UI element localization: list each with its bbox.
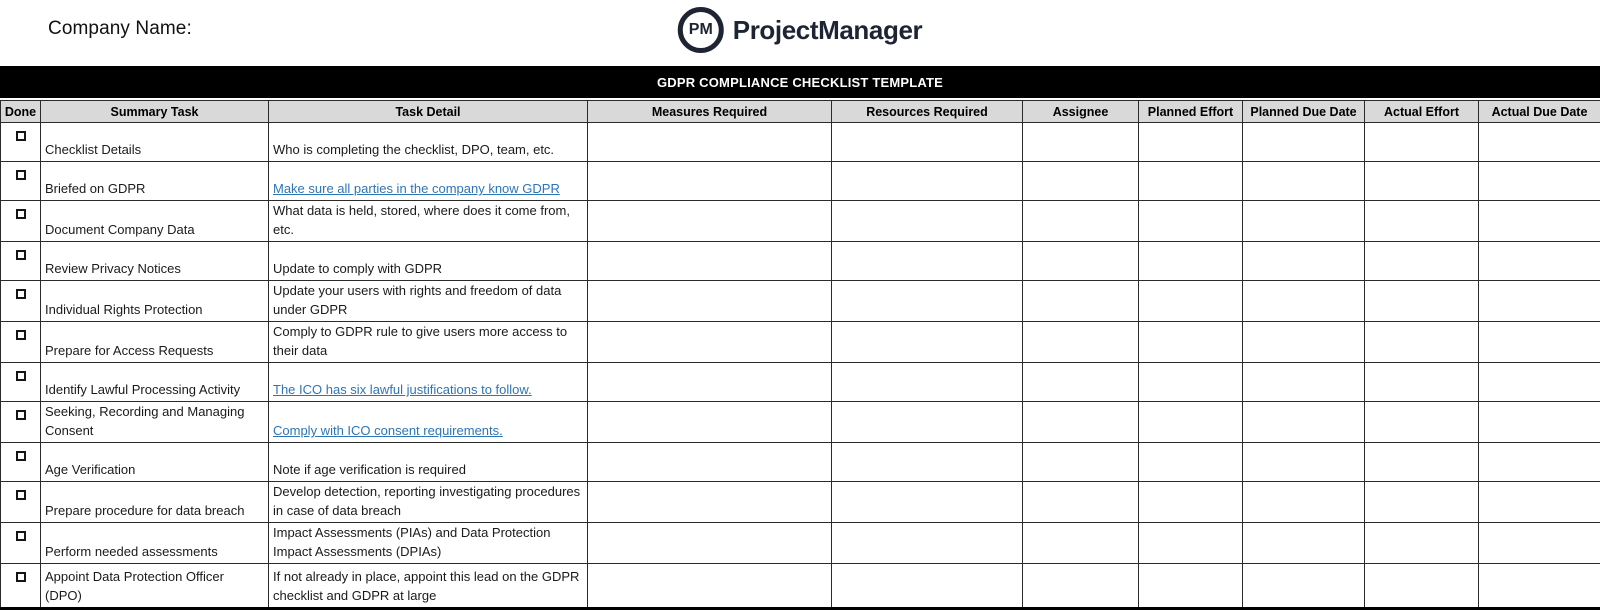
column-header-assignee: Assignee bbox=[1023, 101, 1139, 123]
actual-effort-cell[interactable] bbox=[1365, 402, 1479, 443]
done-cell[interactable] bbox=[1, 402, 41, 443]
summary-task-cell[interactable] bbox=[41, 162, 269, 201]
checkbox-unchecked-icon[interactable] bbox=[16, 131, 26, 141]
task-detail-text: Update to comply with GDPR bbox=[273, 259, 583, 278]
resources-required-cell[interactable] bbox=[832, 443, 1023, 482]
measures-required-cell[interactable] bbox=[588, 402, 832, 443]
assignee-cell[interactable] bbox=[1023, 123, 1139, 162]
done-cell[interactable] bbox=[1, 281, 41, 322]
summary-task-cell[interactable] bbox=[41, 242, 269, 281]
task-detail-link[interactable]: Comply with ICO consent requirements. bbox=[273, 421, 583, 440]
column-header-actual-due-date: Actual Due Date bbox=[1479, 101, 1600, 123]
summary-task-text: Identify Lawful Processing Activity bbox=[45, 380, 264, 399]
table-row bbox=[1, 162, 1600, 201]
planned-due-date-cell[interactable] bbox=[1243, 123, 1365, 162]
task-detail-text: Update your users with rights and freedom of data under GDPR bbox=[273, 281, 583, 319]
done-cell[interactable] bbox=[1, 564, 41, 609]
table-row bbox=[1, 123, 1600, 162]
assignee-cell[interactable] bbox=[1023, 482, 1139, 523]
task-detail-link[interactable]: Make sure all parties in the company know GDPR bbox=[273, 179, 583, 198]
planned-effort-cell[interactable] bbox=[1139, 523, 1243, 564]
column-header-planned-effort: Planned Effort bbox=[1139, 101, 1243, 123]
sheet-title-bar bbox=[0, 66, 1600, 98]
done-cell[interactable] bbox=[1, 123, 41, 162]
done-cell[interactable] bbox=[1, 523, 41, 564]
planned-due-date-cell[interactable] bbox=[1243, 402, 1365, 443]
resources-required-cell[interactable] bbox=[832, 523, 1023, 564]
table-row bbox=[1, 523, 1600, 564]
planned-due-date-cell[interactable] bbox=[1243, 201, 1365, 242]
actual-effort-cell[interactable] bbox=[1365, 201, 1479, 242]
task-detail-text: Develop detection, reporting investigating procedures in case of data breach bbox=[273, 482, 583, 520]
task-detail-text: What data is held, stored, where does it come from, etc. bbox=[273, 201, 583, 239]
pm-monogram-text: PM bbox=[689, 21, 713, 39]
column-header-done: Done bbox=[1, 101, 41, 123]
checkbox-unchecked-icon[interactable] bbox=[16, 410, 26, 420]
planned-due-date-cell[interactable] bbox=[1243, 564, 1365, 609]
summary-task-text: Document Company Data bbox=[45, 220, 264, 239]
task-detail-cell[interactable] bbox=[269, 322, 588, 363]
column-header-summary-task: Summary Task bbox=[41, 101, 269, 123]
assignee-cell[interactable] bbox=[1023, 523, 1139, 564]
assignee-cell[interactable] bbox=[1023, 564, 1139, 609]
planned-due-date-cell[interactable] bbox=[1243, 443, 1365, 482]
task-detail-cell[interactable] bbox=[269, 281, 588, 322]
resources-required-cell[interactable] bbox=[832, 242, 1023, 281]
summary-task-cell[interactable] bbox=[41, 402, 269, 443]
actual-due-date-cell[interactable] bbox=[1479, 201, 1600, 242]
projectmanager-logo bbox=[678, 7, 922, 53]
summary-task-text: Prepare for Access Requests bbox=[45, 341, 264, 360]
actual-due-date-cell[interactable] bbox=[1479, 363, 1600, 402]
measures-required-cell[interactable] bbox=[588, 123, 832, 162]
planned-effort-cell[interactable] bbox=[1139, 564, 1243, 609]
actual-effort-cell[interactable] bbox=[1365, 162, 1479, 201]
planned-due-date-cell[interactable] bbox=[1243, 363, 1365, 402]
task-detail-text: If not already in place, appoint this lead on the GDPR checklist and GDPR at large bbox=[273, 567, 583, 605]
assignee-cell[interactable] bbox=[1023, 242, 1139, 281]
done-cell[interactable] bbox=[1, 242, 41, 281]
summary-task-cell[interactable] bbox=[41, 123, 269, 162]
done-cell[interactable] bbox=[1, 363, 41, 402]
summary-task-cell[interactable] bbox=[41, 281, 269, 322]
planned-effort-cell[interactable] bbox=[1139, 482, 1243, 523]
actual-due-date-cell[interactable] bbox=[1479, 482, 1600, 523]
top-band bbox=[0, 0, 1600, 66]
task-detail-cell[interactable] bbox=[269, 482, 588, 523]
measures-required-cell[interactable] bbox=[588, 281, 832, 322]
checkbox-unchecked-icon[interactable] bbox=[16, 209, 26, 219]
planned-effort-cell[interactable] bbox=[1139, 322, 1243, 363]
task-detail-cell[interactable] bbox=[269, 123, 588, 162]
task-detail-cell[interactable] bbox=[269, 564, 588, 609]
checkbox-unchecked-icon[interactable] bbox=[16, 289, 26, 299]
actual-due-date-cell[interactable] bbox=[1479, 402, 1600, 443]
summary-task-cell[interactable] bbox=[41, 201, 269, 242]
planned-effort-cell[interactable] bbox=[1139, 363, 1243, 402]
resources-required-cell[interactable] bbox=[832, 281, 1023, 322]
measures-required-cell[interactable] bbox=[588, 443, 832, 482]
checkbox-unchecked-icon[interactable] bbox=[16, 170, 26, 180]
checkbox-unchecked-icon[interactable] bbox=[16, 250, 26, 260]
assignee-cell[interactable] bbox=[1023, 322, 1139, 363]
actual-due-date-cell[interactable] bbox=[1479, 564, 1600, 609]
checkbox-unchecked-icon[interactable] bbox=[16, 371, 26, 381]
done-cell[interactable] bbox=[1, 482, 41, 523]
pm-monogram-icon bbox=[678, 7, 724, 53]
task-detail-cell[interactable] bbox=[269, 402, 588, 443]
column-header-resources-required: Resources Required bbox=[832, 101, 1023, 123]
done-cell[interactable] bbox=[1, 443, 41, 482]
table-row bbox=[1, 363, 1600, 402]
done-cell[interactable] bbox=[1, 322, 41, 363]
checklist-table-body bbox=[1, 123, 1600, 609]
summary-task-cell[interactable] bbox=[41, 363, 269, 402]
table-row bbox=[1, 443, 1600, 482]
actual-effort-cell[interactable] bbox=[1365, 123, 1479, 162]
task-detail-link[interactable]: The ICO has six lawful justifications to follow. bbox=[273, 380, 583, 399]
planned-due-date-cell[interactable] bbox=[1243, 322, 1365, 363]
task-detail-cell[interactable] bbox=[269, 443, 588, 482]
actual-due-date-cell[interactable] bbox=[1479, 322, 1600, 363]
checklist-table bbox=[0, 100, 1600, 610]
summary-task-text: Checklist Details bbox=[45, 140, 264, 159]
actual-effort-cell[interactable] bbox=[1365, 242, 1479, 281]
actual-effort-cell[interactable] bbox=[1365, 523, 1479, 564]
column-header-actual-effort: Actual Effort bbox=[1365, 101, 1479, 123]
actual-due-date-cell[interactable] bbox=[1479, 443, 1600, 482]
task-detail-cell[interactable] bbox=[269, 162, 588, 201]
task-detail-text: Who is completing the checklist, DPO, team, etc. bbox=[273, 140, 583, 159]
summary-task-text: Perform needed assessments bbox=[45, 542, 264, 561]
table-row bbox=[1, 242, 1600, 281]
summary-task-cell[interactable] bbox=[41, 322, 269, 363]
resources-required-cell[interactable] bbox=[832, 123, 1023, 162]
planned-effort-cell[interactable] bbox=[1139, 402, 1243, 443]
planned-effort-cell[interactable] bbox=[1139, 201, 1243, 242]
resources-required-cell[interactable] bbox=[832, 402, 1023, 443]
summary-task-cell[interactable] bbox=[41, 443, 269, 482]
table-row bbox=[1, 281, 1600, 322]
column-header-row bbox=[1, 101, 1600, 123]
planned-effort-cell[interactable] bbox=[1139, 123, 1243, 162]
planned-due-date-cell[interactable] bbox=[1243, 162, 1365, 201]
planned-effort-cell[interactable] bbox=[1139, 281, 1243, 322]
resources-required-cell[interactable] bbox=[832, 564, 1023, 609]
summary-task-cell[interactable] bbox=[41, 523, 269, 564]
summary-task-cell[interactable] bbox=[41, 564, 269, 609]
assignee-cell[interactable] bbox=[1023, 201, 1139, 242]
planned-effort-cell[interactable] bbox=[1139, 242, 1243, 281]
task-detail-cell[interactable] bbox=[269, 242, 588, 281]
measures-required-cell[interactable] bbox=[588, 523, 832, 564]
actual-effort-cell[interactable] bbox=[1365, 322, 1479, 363]
table-row bbox=[1, 482, 1600, 523]
checkbox-unchecked-icon[interactable] bbox=[16, 490, 26, 500]
checkbox-unchecked-icon[interactable] bbox=[16, 531, 26, 541]
logo-wordmark: ProjectManager bbox=[733, 15, 922, 46]
summary-task-cell[interactable] bbox=[41, 482, 269, 523]
task-detail-cell[interactable] bbox=[269, 523, 588, 564]
summary-task-text: Appoint Data Protection Officer (DPO) bbox=[45, 567, 264, 605]
actual-due-date-cell[interactable] bbox=[1479, 242, 1600, 281]
assignee-cell[interactable] bbox=[1023, 281, 1139, 322]
assignee-cell[interactable] bbox=[1023, 402, 1139, 443]
table-row bbox=[1, 402, 1600, 443]
summary-task-text: Prepare procedure for data breach bbox=[45, 501, 264, 520]
column-header-measures-required: Measures Required bbox=[588, 101, 832, 123]
column-header-planned-due-date: Planned Due Date bbox=[1243, 101, 1365, 123]
table-row bbox=[1, 322, 1600, 363]
actual-due-date-cell[interactable] bbox=[1479, 281, 1600, 322]
resources-required-cell[interactable] bbox=[832, 363, 1023, 402]
actual-due-date-cell[interactable] bbox=[1479, 162, 1600, 201]
resources-required-cell[interactable] bbox=[832, 162, 1023, 201]
planned-due-date-cell[interactable] bbox=[1243, 242, 1365, 281]
resources-required-cell[interactable] bbox=[832, 322, 1023, 363]
resources-required-cell[interactable] bbox=[832, 482, 1023, 523]
assignee-cell[interactable] bbox=[1023, 363, 1139, 402]
company-name-label: Company Name: bbox=[48, 18, 192, 40]
summary-task-text: Briefed on GDPR bbox=[45, 179, 264, 198]
sheet-title: GDPR COMPLIANCE CHECKLIST TEMPLATE bbox=[657, 75, 943, 90]
measures-required-cell[interactable] bbox=[588, 242, 832, 281]
actual-effort-cell[interactable] bbox=[1365, 363, 1479, 402]
checkbox-unchecked-icon[interactable] bbox=[16, 330, 26, 340]
planned-effort-cell[interactable] bbox=[1139, 443, 1243, 482]
measures-required-cell[interactable] bbox=[588, 162, 832, 201]
planned-due-date-cell[interactable] bbox=[1243, 281, 1365, 322]
planned-due-date-cell[interactable] bbox=[1243, 523, 1365, 564]
actual-effort-cell[interactable] bbox=[1365, 564, 1479, 609]
measures-required-cell[interactable] bbox=[588, 482, 832, 523]
planned-effort-cell[interactable] bbox=[1139, 162, 1243, 201]
planned-due-date-cell[interactable] bbox=[1243, 482, 1365, 523]
resources-required-cell[interactable] bbox=[832, 201, 1023, 242]
checkbox-unchecked-icon[interactable] bbox=[16, 451, 26, 461]
column-header-task-detail: Task Detail bbox=[269, 101, 588, 123]
done-cell[interactable] bbox=[1, 201, 41, 242]
task-detail-cell[interactable] bbox=[269, 363, 588, 402]
summary-task-text: Seeking, Recording and Managing Consent bbox=[45, 402, 264, 440]
measures-required-cell[interactable] bbox=[588, 363, 832, 402]
summary-task-text: Individual Rights Protection bbox=[45, 300, 264, 319]
measures-required-cell[interactable] bbox=[588, 322, 832, 363]
checkbox-unchecked-icon[interactable] bbox=[16, 572, 26, 582]
done-cell[interactable] bbox=[1, 162, 41, 201]
task-detail-text: Comply to GDPR rule to give users more access to their data bbox=[273, 322, 583, 360]
measures-required-cell[interactable] bbox=[588, 201, 832, 242]
actual-effort-cell[interactable] bbox=[1365, 281, 1479, 322]
table-row bbox=[1, 201, 1600, 242]
actual-due-date-cell[interactable] bbox=[1479, 123, 1600, 162]
measures-required-cell[interactable] bbox=[588, 564, 832, 609]
actual-due-date-cell[interactable] bbox=[1479, 523, 1600, 564]
task-detail-cell[interactable] bbox=[269, 201, 588, 242]
table-row bbox=[1, 564, 1600, 609]
summary-task-text: Review Privacy Notices bbox=[45, 259, 264, 278]
assignee-cell[interactable] bbox=[1023, 443, 1139, 482]
task-detail-text: Note if age verification is required bbox=[273, 460, 583, 479]
actual-effort-cell[interactable] bbox=[1365, 443, 1479, 482]
actual-effort-cell[interactable] bbox=[1365, 482, 1479, 523]
task-detail-text: Impact Assessments (PIAs) and Data Protection Impact Assessments (DPIAs) bbox=[273, 523, 583, 561]
summary-task-text: Age Verification bbox=[45, 460, 264, 479]
assignee-cell[interactable] bbox=[1023, 162, 1139, 201]
